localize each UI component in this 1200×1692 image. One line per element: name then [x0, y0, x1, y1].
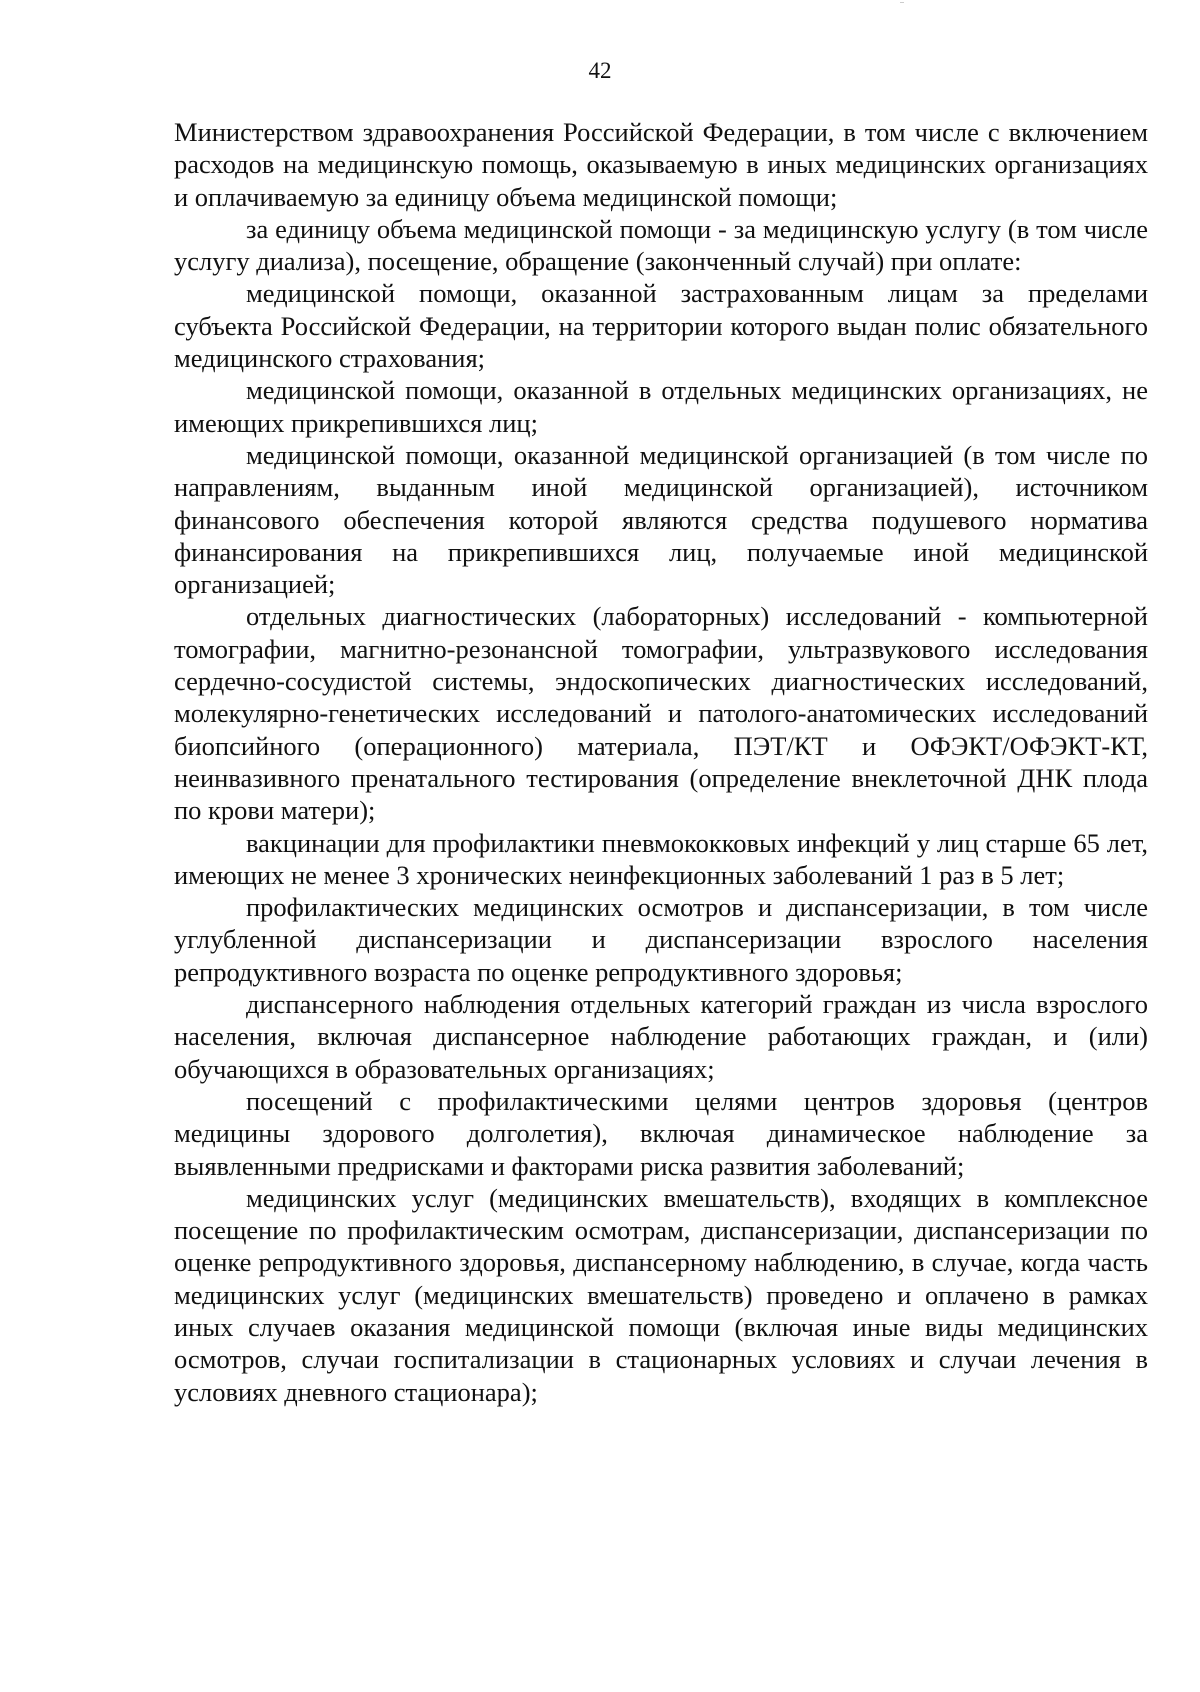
paragraph-referrals: медицинской помощи, оказанной медицинской организацией (в том числе по направлениям, выданным иной медицинской организацией), источником финансового обеспечения которой являются средства подушевого норматива финансирования на прикрепившихся лиц, получаемые иной медицинской организацией;: [174, 439, 1148, 600]
paragraph-health-centers: посещений с профилактическими целями центров здоровья (центров медицины здорового долголетия), включая динамическое наблюдение за выявленными предрисками и факторами риска развития заболеваний;: [174, 1085, 1148, 1181]
document-body: [174, 116, 1148, 1408]
paragraph-preventive-exams: профилактических медицинских осмотров и диспансеризации, в том числе углубленной диспансеризации и диспансеризации взрослого населения репродуктивного возраста по оценке репродуктивного здоровья;: [174, 892, 1148, 987]
paragraph-insured-outside-region: медицинской помощи, оказанной застрахованным лицам за пределами субъекта Российской Федерации, на территории которого выдан полис обязательного медицинского страхования;: [174, 278, 1148, 374]
scan-artifact: [900, 2, 904, 3]
paragraph-organizations-without-attached: медицинской помощи, оказанной в отдельных медицинских организациях, не имеющих прикрепившихся лиц;: [174, 375, 1148, 438]
paragraph-dispensary-observation: диспансерного наблюдения отдельных категорий граждан из числа взрослого населения, включая диспансерное наблюдение работающих граждан, и (или) обучающихся в образовательных организациях;: [174, 989, 1148, 1084]
paragraph-vaccination: вакцинации для профилактики пневмококковых инфекций у лиц старше 65 лет, имеющих не менее 3 хронических неинфекционных заболеваний 1 раз в 5 лет;: [174, 827, 1148, 890]
page-number: 42: [588, 58, 612, 83]
paragraph-unit-of-care: за единицу объема медицинской помощи - за медицинскую услугу (в том числе услугу диализа), посещение, обращение (законченный случай) при оплате:: [174, 213, 1148, 277]
paragraph-diagnostic-studies: отдельных диагностических (лабораторных) исследований - компьютерной томографии, магнитно-резонансной томографии, ультразвукового исследования сердечно-сосудистой системы, эндоскопических диагностических исследований, молекулярно-генетических исследований и патолого-анатомических исследований биопсийного (операционного) материала, ПЭТ/КТ и ОФЭКТ/ОФЭКТ-КТ, неинвазивного пренатального тестирования (определение внеклеточной ДНК плода по крови матери);: [174, 601, 1148, 826]
paragraph-continuation: Министерством здравоохранения Российской Федерации, в том числе с включением расходов на медицинскую помощь, оказываемую в иных медицинских организациях и оплачиваемую за единицу объема медицинской помощи;: [174, 117, 1148, 212]
paragraph-medical-services: медицинских услуг (медицинских вмешательств), входящих в комплексное посещение по профилактическим осмотрам, диспансеризации, диспансеризации по оценке репродуктивного здоровья, диспансерному наблюдению, в случае, когда часть медицинских услуг (медицинских вмешательств) проведено и оплачено в рамках иных случаев оказания медицинской помощи (включая иные виды медицинских осмотров, случаи госпитализации в стационарных условиях и случаи лечения в условиях дневного стационара);: [174, 1182, 1148, 1407]
